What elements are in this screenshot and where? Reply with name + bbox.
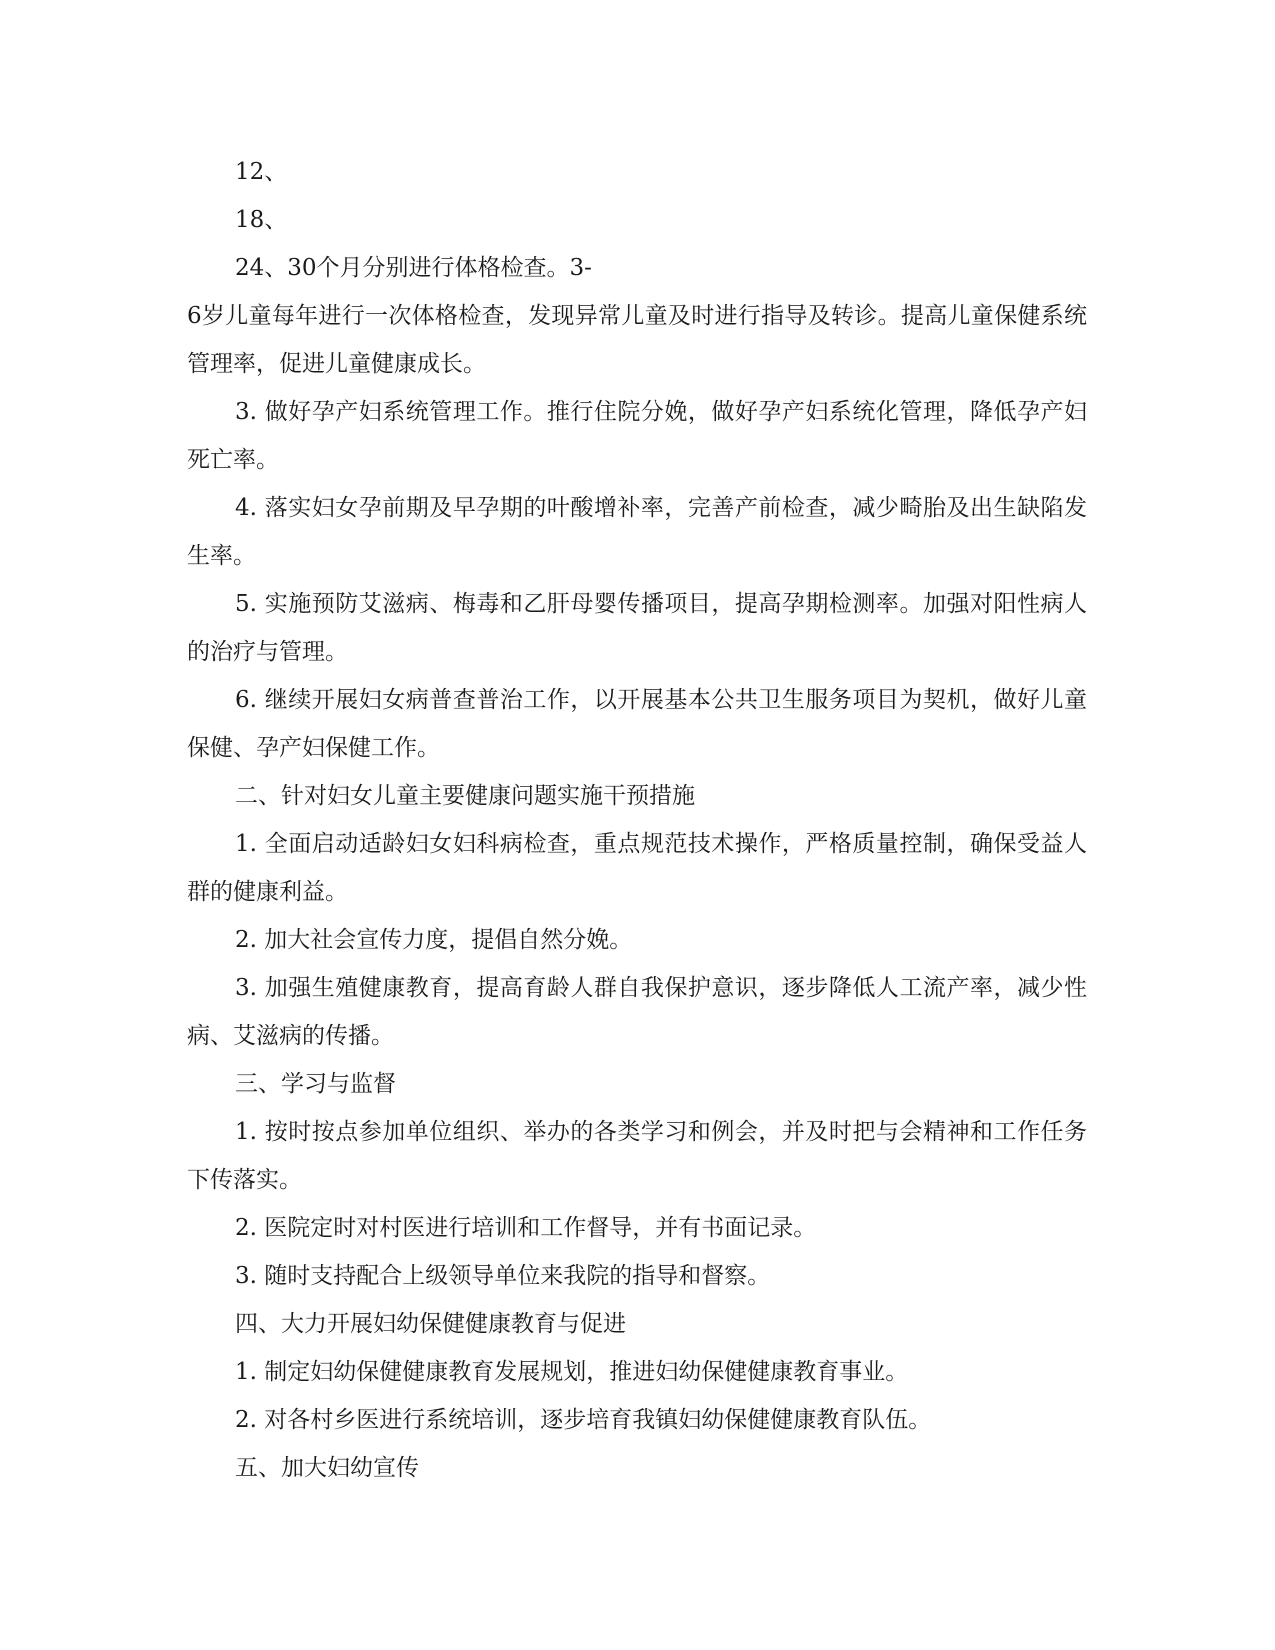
paragraph-18: 1. 制定妇幼保健健康教育发展规划，推进妇幼保健健康教育事业。 — [235, 1359, 909, 1385]
paragraph-4: 6岁儿童每年进行一次体格检查，发现异常儿童及时进行指导及转诊。提高儿童保健系统管理率，促进儿童健康成长。 — [187, 303, 1087, 377]
section-heading-3: 三、学习与监督 — [235, 1071, 396, 1097]
paragraph-7: 5. 实施预防艾滋病、梅毒和乙肝母婴传播项目，提高孕期检测率。加强对阳性病人的治疗与管理。 — [187, 591, 1087, 665]
section-heading-2: 二、针对妇女儿童主要健康问题实施干预措施 — [235, 783, 695, 809]
paragraph-12: 3. 加强生殖健康教育，提高育龄人群自我保护意识，逐步降低人工流产率，减少性病、艾滋病的传播。 — [187, 975, 1087, 1049]
section-heading-5: 五、加大妇幼宣传 — [235, 1455, 419, 1481]
paragraph-1: 12、 — [235, 159, 288, 185]
paragraph-5: 3. 做好孕产妇系统管理工作。推行住院分娩，做好孕产妇系统化管理，降低孕产妇死亡率。 — [187, 399, 1087, 473]
paragraph-15: 2. 医院定时对村医进行培训和工作督导，并有书面记录。 — [235, 1215, 817, 1241]
paragraph-10: 1. 全面启动适龄妇女妇科病检查，重点规范技术操作，严格质量控制，确保受益人群的健康利益。 — [187, 831, 1087, 905]
section-heading-4: 四、大力开展妇幼保健健康教育与促进 — [235, 1311, 626, 1337]
paragraph-3: 24、30个月分别进行体格检查。3- — [235, 255, 592, 281]
paragraph-19: 2. 对各村乡医进行系统培训，逐步培育我镇妇幼保健健康教育队伍。 — [235, 1407, 932, 1433]
document-body — [187, 148, 1087, 1492]
paragraph-11: 2. 加大社会宣传力度，提倡自然分娩。 — [235, 927, 633, 953]
paragraph-14: 1. 按时按点参加单位组织、举办的各类学习和例会，并及时把与会精神和工作任务下传落实。 — [187, 1119, 1087, 1193]
paragraph-2: 18、 — [235, 207, 288, 233]
paragraph-6: 4. 落实妇女孕前期及早孕期的叶酸增补率，完善产前检查，减少畸胎及出生缺陷发生率。 — [187, 495, 1087, 569]
paragraph-8: 6. 继续开展妇女病普查普治工作，以开展基本公共卫生服务项目为契机，做好儿童保健、孕产妇保健工作。 — [187, 687, 1087, 761]
paragraph-16: 3. 随时支持配合上级领导单位来我院的指导和督察。 — [235, 1263, 771, 1289]
